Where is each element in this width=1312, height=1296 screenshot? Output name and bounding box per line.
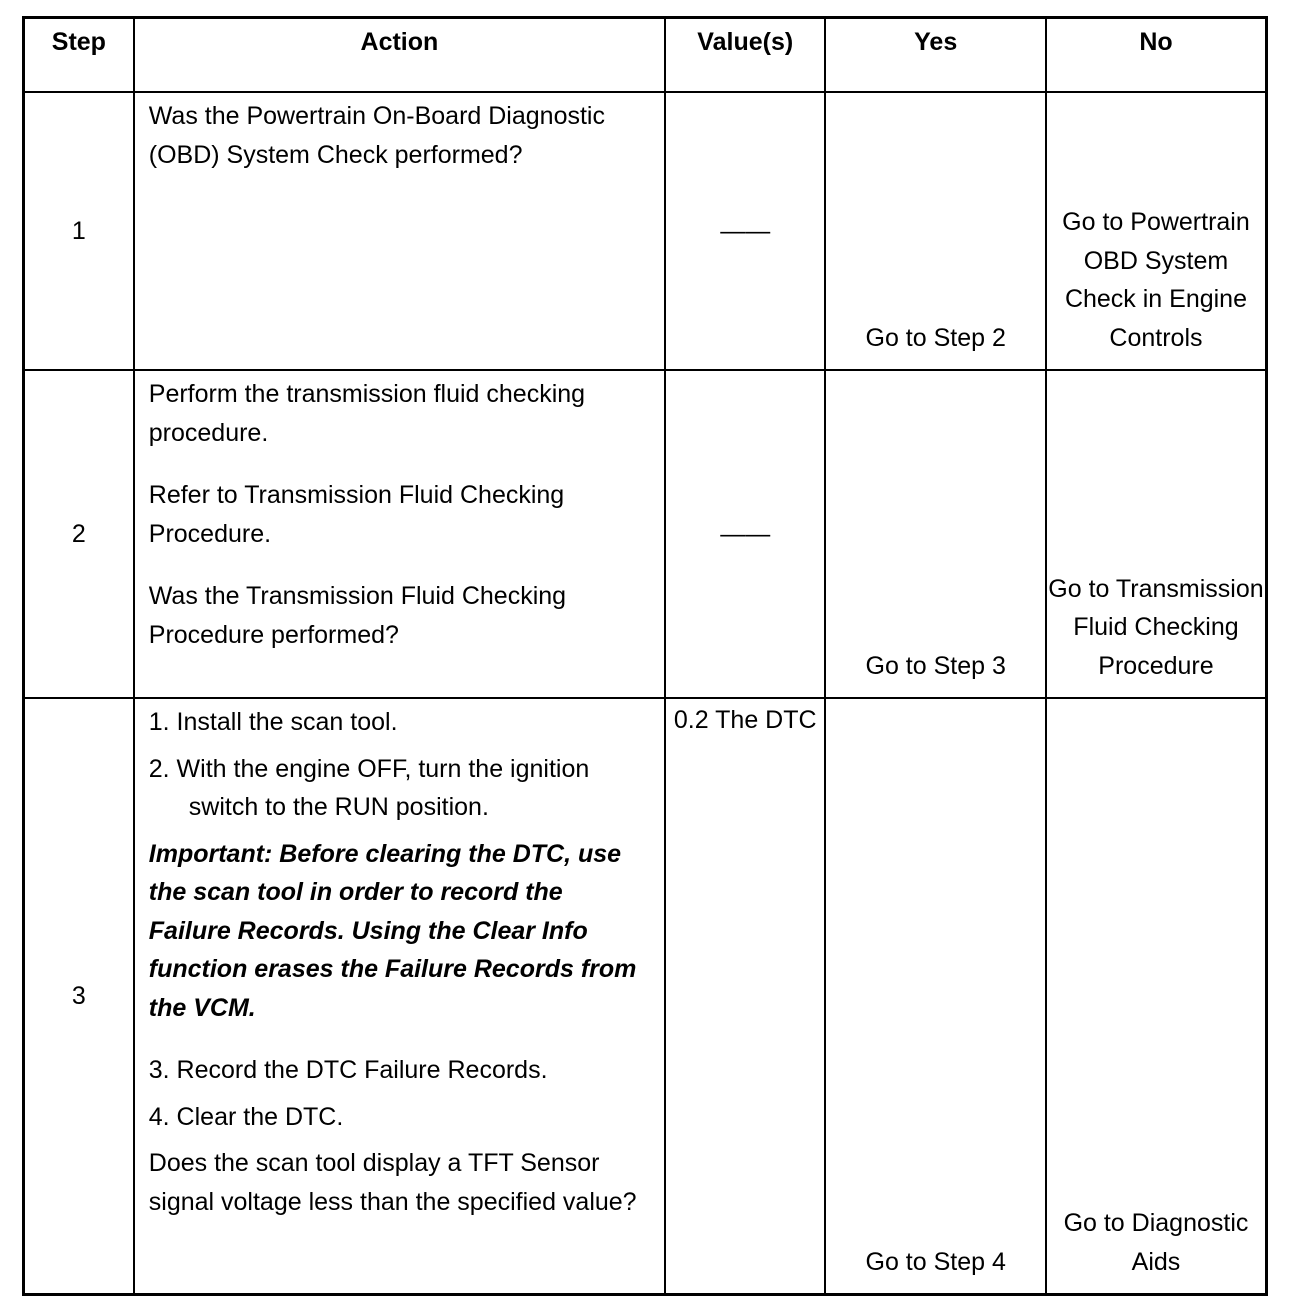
value-text: 0.2 The DTC (673, 706, 817, 734)
header-step: Step (24, 18, 134, 93)
action-substep: 3. Record the DTC Failure Records. (148, 1056, 548, 1084)
table-row-step-2 (24, 370, 1267, 698)
action-text: Refer to Transmission Fluid Checking Procedure. (148, 481, 565, 548)
action-cell (134, 698, 665, 1295)
important-note: Important: Before clearing the DTC, use the scan tool in order to record the Failure Records. Using the Clear Info function erases the Failure Records from the VCM. (148, 839, 637, 1022)
header-no: No (1046, 18, 1267, 93)
table-row-step-3 (24, 698, 1267, 1295)
action-substep: 4. Clear the DTC. (148, 1102, 344, 1131)
no-cell: Go to Transmission Fluid Checking Procedure (1046, 370, 1267, 698)
action-question: Was the Transmission Fluid Checking Procedure performed? (148, 582, 567, 649)
value-dash: —— (720, 216, 771, 245)
step-number: 2 (24, 370, 134, 698)
action-text: Perform the transmission fluid checking procedure. (148, 380, 586, 447)
yes-cell: Go to Step 2 (825, 92, 1046, 370)
value-dash: —— (720, 519, 771, 548)
action-substep: 1. Install the scan tool. (148, 708, 398, 736)
action-substep: 2. With the engine OFF, turn the ignition (148, 754, 590, 783)
action-text: Was the Powertrain On-Board Diagnostic (OBD) System Check performed? (148, 102, 605, 169)
header-value: Value(s) (665, 18, 825, 93)
action-question: Does the scan tool display a TFT Sensor signal voltage less than the specified value? (148, 1149, 637, 1216)
step-number: 3 (24, 698, 134, 1295)
yes-cell: Go to Step 4 (825, 698, 1046, 1295)
value-cell (665, 92, 825, 370)
action-cell (134, 92, 665, 370)
header-yes: Yes (825, 18, 1046, 93)
value-cell (665, 698, 825, 1295)
value-cell (665, 370, 825, 698)
header-action: Action (134, 18, 665, 93)
diagnostic-table (22, 16, 1268, 1296)
action-cell (134, 370, 665, 698)
yes-cell: Go to Step 3 (825, 370, 1046, 698)
step-number: 1 (24, 92, 134, 370)
no-cell: Go to Powertrain OBD System Check in Engine Controls (1046, 92, 1267, 370)
table-row-step-1 (24, 92, 1267, 370)
header-row (24, 18, 1267, 93)
action-substep-cont: switch to the RUN position. (188, 793, 489, 821)
no-cell: Go to Diagnostic Aids (1046, 698, 1267, 1295)
